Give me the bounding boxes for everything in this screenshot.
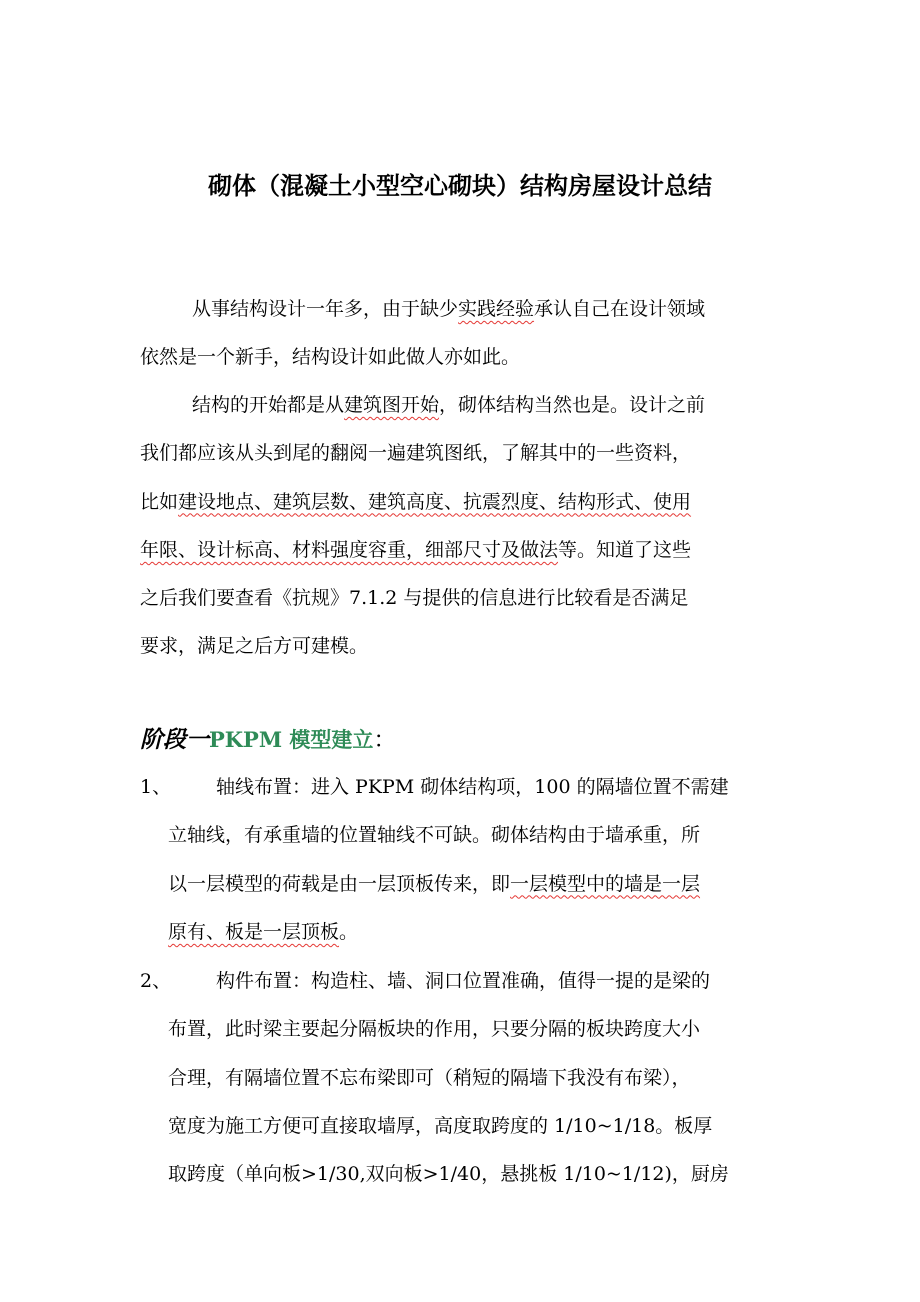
document-title: 砌体（混凝土小型空心砌块）结构房屋设计总结 [208, 172, 712, 200]
spellcheck-underlined-text: 建设地点、建筑层数、建筑高度、抗震烈度、结构形式、使用 [178, 490, 692, 513]
list-item-body [168, 763, 790, 956]
text-line [168, 957, 790, 1005]
text-run: 轴线布置：进入 PKPM 砌体结构项，100 的隔墙位置不需建 [216, 776, 729, 798]
text-run: 结构的开始都是从 [192, 394, 345, 416]
text-line [168, 860, 790, 908]
text-line [140, 526, 790, 574]
intro-paragraph-1 [140, 285, 790, 382]
text-run: 构件布置：构造柱、墙、洞口位置准确，值得一提的是梁的 [216, 970, 711, 992]
text-run: 合理，有隔墙位置不忘布梁即可（稍短的隔墙下我没有布梁）， [168, 1066, 691, 1089]
text-run: 立轴线，有承重墙的位置轴线不可缺。砌体结构由于墙承重，所 [168, 824, 701, 847]
section-prefix: 阶段一 [140, 726, 209, 753]
list-item-number: 2、 [140, 970, 172, 992]
text-run: 要求，满足之后方可建模。 [140, 635, 369, 658]
list-item-body [168, 957, 790, 1198]
text-run: 之后我们要查看《抗规》7.1.2 与提供的信息进行比较看是否满足 [140, 587, 689, 610]
text-run: ，砌体结构当然也是。设计之前 [439, 394, 706, 416]
spellcheck-underlined-text: 原有、板是一层顶板 [168, 920, 340, 943]
spellcheck-underlined-text: 实践经验 [458, 298, 535, 320]
text-run: 从事结构设计一年多，由于缺少 [192, 298, 459, 320]
text-line [140, 381, 790, 429]
text-line [140, 429, 790, 477]
intro-paragraph-2 [140, 381, 790, 671]
text-run: 等。知道了这些 [558, 538, 692, 561]
text-run: 取跨度（单向板>1/30,双向板>1/40，悬挑板 1/10~1/12)，厨房 [168, 1163, 729, 1186]
text-line [168, 908, 790, 956]
text-line [140, 285, 790, 333]
text-line [168, 811, 790, 859]
text-line [168, 1054, 790, 1102]
text-run: 承认自己在设计领域 [534, 298, 706, 320]
section-name: PKPM 模型建立 [209, 727, 374, 752]
text-line [168, 1150, 790, 1198]
text-line [168, 1102, 790, 1150]
section-heading [140, 718, 396, 762]
spellcheck-underlined-text: 一层模型中的墙是一层 [510, 872, 701, 895]
text-run: 布置，此时梁主要起分隔板块的作用，只要分隔的板块跨度大小 [168, 1018, 701, 1041]
text-line [168, 763, 790, 811]
text-line [140, 574, 790, 622]
text-line [168, 1005, 790, 1053]
spellcheck-underlined-text: 年限、设计标高、材料强度容重，细部尺寸及做法 [140, 538, 559, 561]
text-line [140, 622, 790, 670]
text-run: 依然是一个新手，结构设计如此做人亦如此。 [140, 346, 521, 369]
text-line [140, 333, 790, 381]
text-run: 宽度为施工方便可直接取墙厚，高度取跨度的 1/10~1/18。板厚 [168, 1114, 713, 1137]
text-run: 。 [339, 920, 359, 943]
text-line [140, 478, 790, 526]
text-run: 我们都应该从头到尾的翻阅一遍建筑图纸，了解其中的一些资料， [140, 442, 692, 465]
text-run: 比如 [140, 490, 179, 513]
section-suffix: ： [373, 727, 397, 753]
spellcheck-underlined-text: 建筑图开始 [344, 394, 440, 416]
text-run: 以一层模型的荷载是由一层顶板传来，即 [168, 872, 511, 895]
list-item-number: 1、 [140, 776, 172, 798]
